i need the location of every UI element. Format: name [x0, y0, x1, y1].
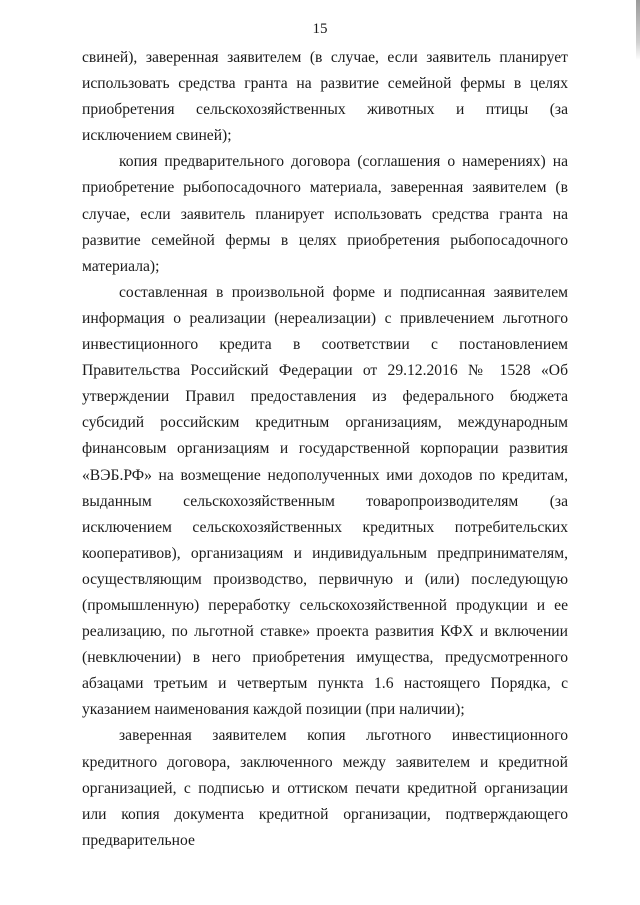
- page-number: 15: [312, 21, 328, 37]
- paragraph-preferential-credit-info: составленная в произвольной форме и подписанная заявителем информация о реализации (нереализации) с привлечением льготного инвестиционного кредита в соответствии с постановлением Правительства Российский Федерации от 29.12.2016 № 1528 «Об утверждении Правил предоставления из федерального бюджета субсидий российским кредитным организациям, международным финансовым организациям и государственной корпорации развития «ВЭБ.РФ» на возмещение недополученных ими доходов по кредитам, выданным сельскохозяйственным товаропроизводителям (за исключением сельскохозяйственных кредитных потребительских кооперативов), организациям и индивидуальным предпринимателям, осуществляющим производство, первичную и (или) последующую (промышленную) переработку сельскохозяйственной продукции и ее реализацию, по льготной ставке» проекта развития КФХ и включении (невключении) в него приобретения имущества, предусмотренного абзацами третьим и четвертым пункта 1.6 настоящего Порядка, с указанием наименования каждой позиции (при наличии);: [82, 283, 568, 719]
- document-body: [82, 45, 568, 854]
- paragraph-fish-stock-agreement: копия предварительного договора (соглашения о намерениях) на приобретение рыбопосадочного материала, заверенная заявителем (в случае, если заявитель планирует использовать средства гранта на развитие семейной фермы в целях приобретения рыбопосадочного материала);: [82, 153, 568, 275]
- paragraph-credit-agreement-copy: заверенная заявителем копия льготного инвестиционного кредитного договора, заключенного между заявителем и кредитной организацией, с подписью и оттиском печати кредитной организации или копия документа кредитной организации, подтверждающего предварительное: [82, 727, 568, 849]
- paragraph-continuation-pigs: свиней), заверенная заявителем (в случае, если заявитель планирует использовать средства гранта на развитие семейной фермы в целях приобретения сельскохозяйственных животных и птицы (за исключением свиней);: [82, 49, 568, 145]
